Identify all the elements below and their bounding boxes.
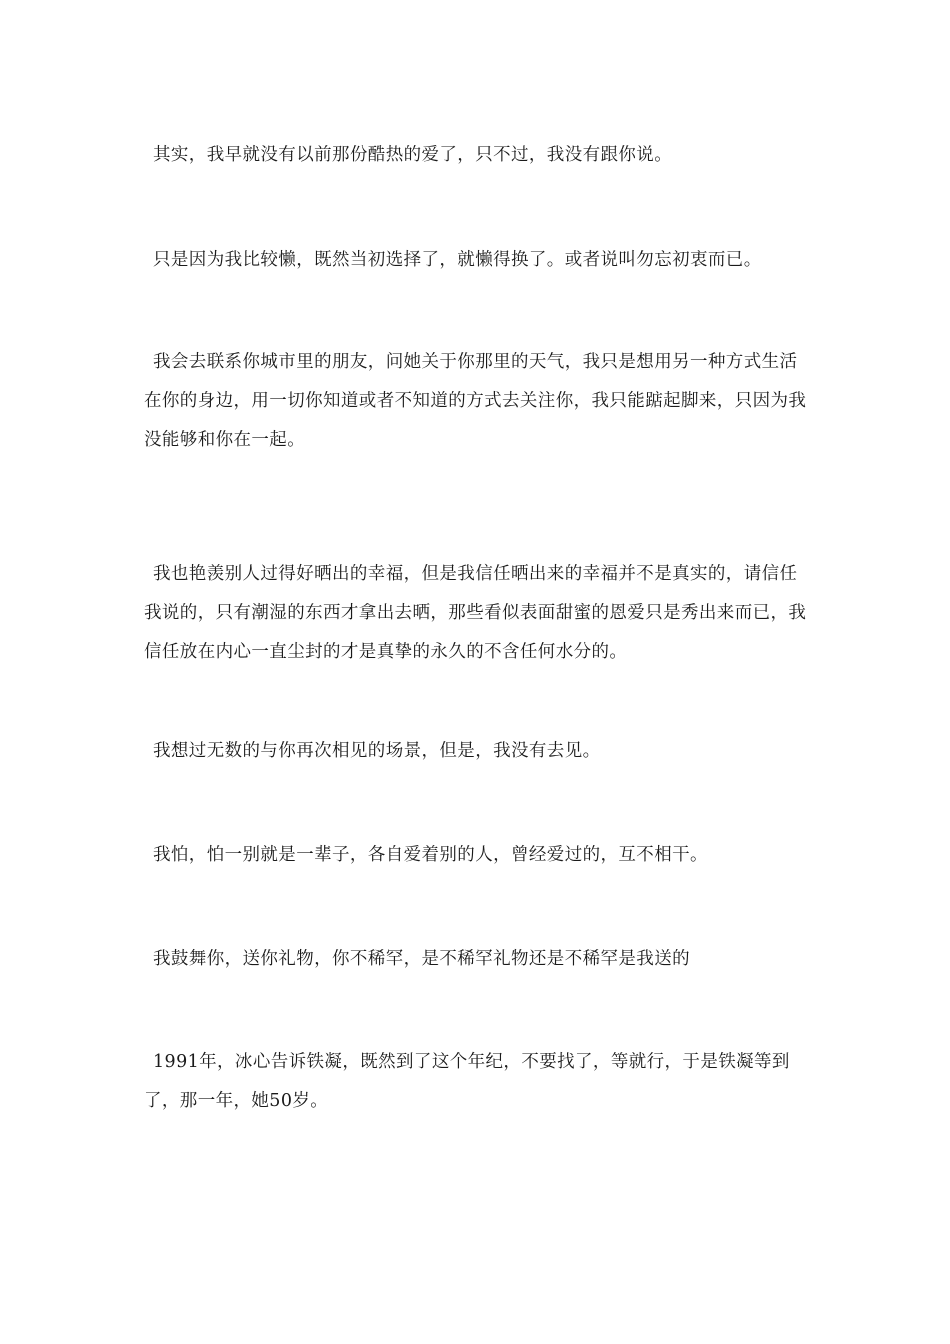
paragraph-text: 我也艳羡别人过得好晒出的幸福，但是我信任晒出来的幸福并不是真实的，请信任我说的，只有潮湿的东西才拿出去晒，那些看似表面甜蜜的恩爱只是秀出来而已，我信任放在内心一直尘封的才是真挚的永久的不含任何水分的。 <box>144 563 807 662</box>
paragraph <box>144 940 812 979</box>
paragraph <box>144 136 812 175</box>
paragraph <box>144 836 812 875</box>
paragraph-text: 我怕，怕一别就是一辈子，各自爱着别的人，曾经爱过的，互不相干。 <box>153 844 708 865</box>
paragraph-text: 我会去联系你城市里的朋友，问她关于你那里的天气，我只是想用另一种方式生活在你的身边，用一切你知道或者不知道的方式去关注你，我只能踮起脚来，只因为我没能够和你在一起。 <box>144 351 807 450</box>
paragraph-text: 我鼓舞你，送你礼物，你不稀罕，是不稀罕礼物还是不稀罕是我送的 <box>153 948 690 969</box>
paragraph <box>144 732 812 771</box>
paragraph <box>144 343 812 460</box>
paragraph-text: 只是因为我比较懒，既然当初选择了，就懒得换了。或者说叫勿忘初衷而已。 <box>153 249 762 270</box>
paragraph <box>144 555 812 672</box>
paragraph <box>144 241 812 280</box>
paragraph-text: 我想过无数的与你再次相见的场景，但是，我没有去见。 <box>153 740 601 761</box>
paragraph-text: 其实，我早就没有以前那份酷热的爱了，只不过，我没有跟你说。 <box>153 144 673 165</box>
paragraph-text: 1991年，冰心告诉铁凝，既然到了这个年纪，不要找了，等就行，于是铁凝等到了，那一年，她50岁。 <box>144 1051 790 1111</box>
paragraph <box>144 1043 812 1121</box>
